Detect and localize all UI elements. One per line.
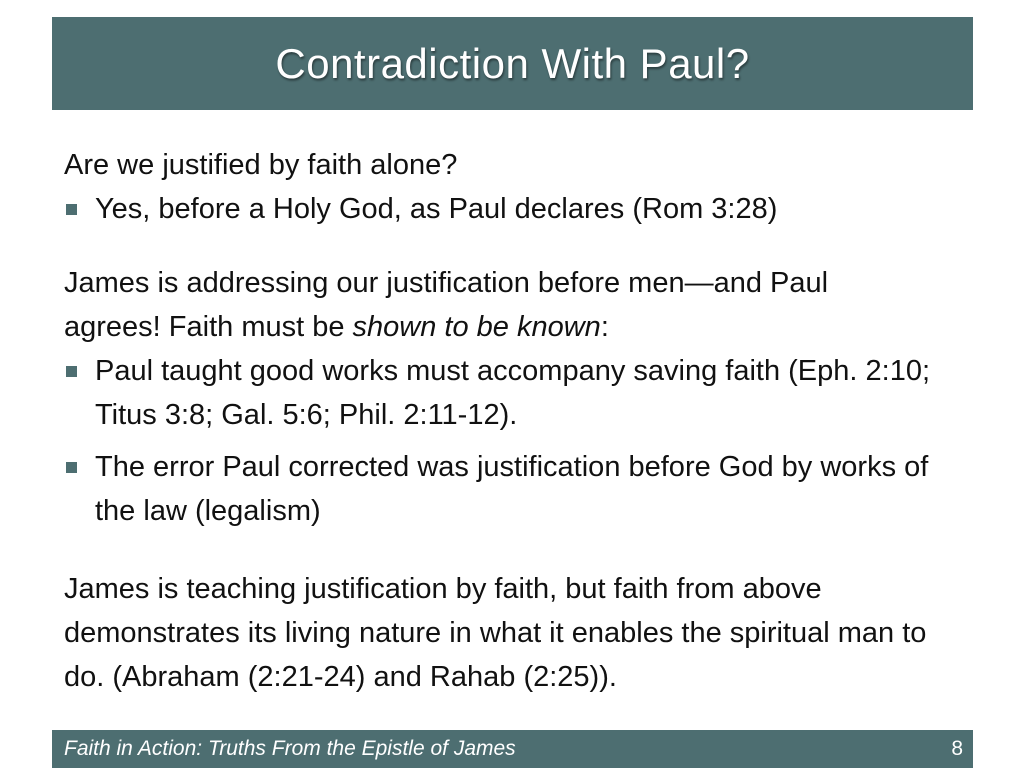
bullet-text: Paul taught good works must accompany saving faith (Eph. 2:10; Titus 3:8; Gal. 5:6; Phil. 2:11-12). xyxy=(95,355,931,431)
bullet-text: Yes, before a Holy God, as Paul declares (Rom 3:28) xyxy=(95,193,778,225)
paragraph-text: agrees! Faith must be xyxy=(64,311,353,343)
square-bullet-icon xyxy=(66,366,77,377)
paragraph-justification-before-men xyxy=(64,261,964,349)
paragraph-text: : xyxy=(600,311,609,343)
footer-text: Faith in Action: Truths From the Epistle of James xyxy=(64,737,516,760)
square-bullet-icon xyxy=(66,462,77,473)
bullet-item xyxy=(64,349,964,437)
slide-title: Contradiction With Paul? xyxy=(275,39,750,87)
slide-body xyxy=(64,143,964,699)
page-number: 8 xyxy=(951,737,963,760)
footer-bar xyxy=(52,730,973,768)
question-text: Are we justified by faith alone? xyxy=(64,149,458,181)
emphasis-text: shown to be known xyxy=(352,311,601,343)
bullet-text: The error Paul corrected was justification before God by works of the law (legalism) xyxy=(95,451,929,527)
bullet-item xyxy=(64,445,964,533)
paragraph-conclusion: James is teaching justification by faith, but faith from above demonstrates its living nature in what it enables the spiritual man to do. (Abraham (2:21-24) and Rahab (2:25)). xyxy=(64,573,927,693)
bullet-item xyxy=(64,187,964,231)
paragraph-line: James is addressing our justification before men—and Paul xyxy=(64,267,829,299)
square-bullet-icon xyxy=(66,204,77,215)
title-bar xyxy=(52,17,973,110)
